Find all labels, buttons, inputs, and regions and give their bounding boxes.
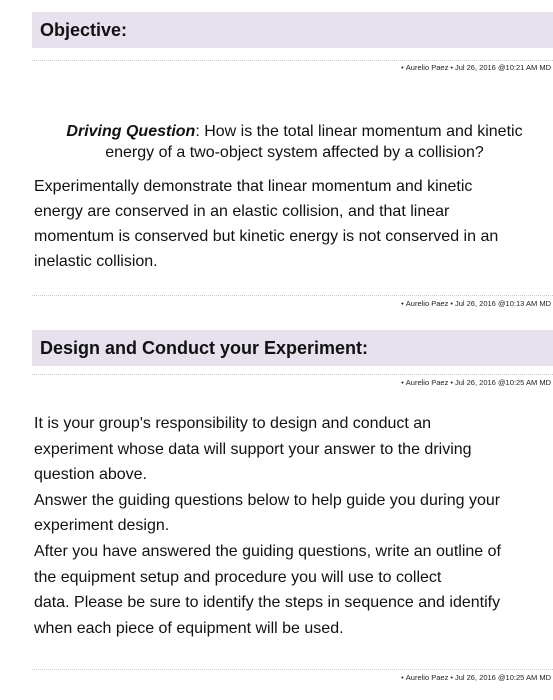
paragraph-line: Experimentally demonstrate that linear momentum and kinetic: [34, 178, 473, 195]
divider: [32, 669, 553, 670]
paragraph-line: momentum is conserved but kinetic energy is not conserved in an: [34, 228, 499, 245]
driving-question-text-2: energy of a two-object system affected by a collision?: [105, 144, 484, 161]
meta-time: @10:21 AM MD: [497, 63, 551, 72]
post-meta: • Aurelio Paez • Jul 26, 2016 @10:25 AM MD: [401, 378, 551, 387]
meta-time: @10:13 AM MD: [497, 299, 551, 308]
driving-question-text-1: : How is the total linear momentum and kinetic: [195, 123, 523, 140]
divider: [32, 295, 553, 296]
design-paragraph: [34, 411, 553, 641]
paragraph-line: experiment design.: [34, 517, 170, 535]
meta-date: Jul 26, 2016: [454, 63, 496, 72]
paragraph-line: question above.: [34, 466, 147, 484]
meta-date: Jul 26, 2016: [454, 673, 496, 682]
paragraph-line: inelastic collision.: [34, 253, 158, 270]
paragraph-line: data. Please be sure to identify the steps in sequence and identify: [34, 594, 501, 612]
paragraph-line: experiment whose data will support your answer to the driving: [34, 440, 472, 458]
meta-author: Aurelio Paez: [405, 378, 449, 387]
post-meta: • Aurelio Paez • Jul 26, 2016 @10:25 AM MD: [401, 673, 551, 682]
post-meta: • Aurelio Paez • Jul 26, 2016 @10:13 AM MD: [401, 299, 551, 308]
objective-title: Objective:: [40, 19, 128, 40]
design-header: [32, 330, 553, 366]
paragraph-line: After you have answered the guiding questions, write an outline of: [34, 542, 501, 560]
objective-paragraph: [34, 174, 553, 274]
paragraph-line: It is your group's responsibility to design and conduct an: [34, 415, 432, 432]
paragraph-line: when each piece of equipment will be used.: [34, 619, 344, 637]
meta-time: @10:25 AM MD: [497, 378, 551, 387]
meta-time: @10:25 AM MD: [497, 673, 551, 682]
meta-author: Aurelio Paez: [405, 63, 449, 72]
paragraph-line: energy are conserved in an elastic collision, and that linear: [34, 203, 450, 220]
paragraph-line: the equipment setup and procedure you will use to collect: [34, 568, 442, 586]
meta-author: Aurelio Paez: [405, 673, 449, 682]
objective-header: [32, 12, 553, 48]
meta-date: Jul 26, 2016: [454, 299, 496, 308]
driving-question-label: Driving Question: [66, 123, 196, 140]
design-title: Design and Conduct your Experiment:: [40, 337, 369, 358]
meta-author: Aurelio Paez: [405, 299, 449, 308]
meta-date: Jul 26, 2016: [454, 378, 496, 387]
divider: [32, 60, 553, 61]
divider: [32, 374, 553, 375]
post-meta: • Aurelio Paez • Jul 26, 2016 @10:21 AM MD: [401, 63, 551, 72]
driving-question: [36, 121, 553, 163]
paragraph-line: Answer the guiding questions below to help guide you during your: [34, 491, 501, 509]
